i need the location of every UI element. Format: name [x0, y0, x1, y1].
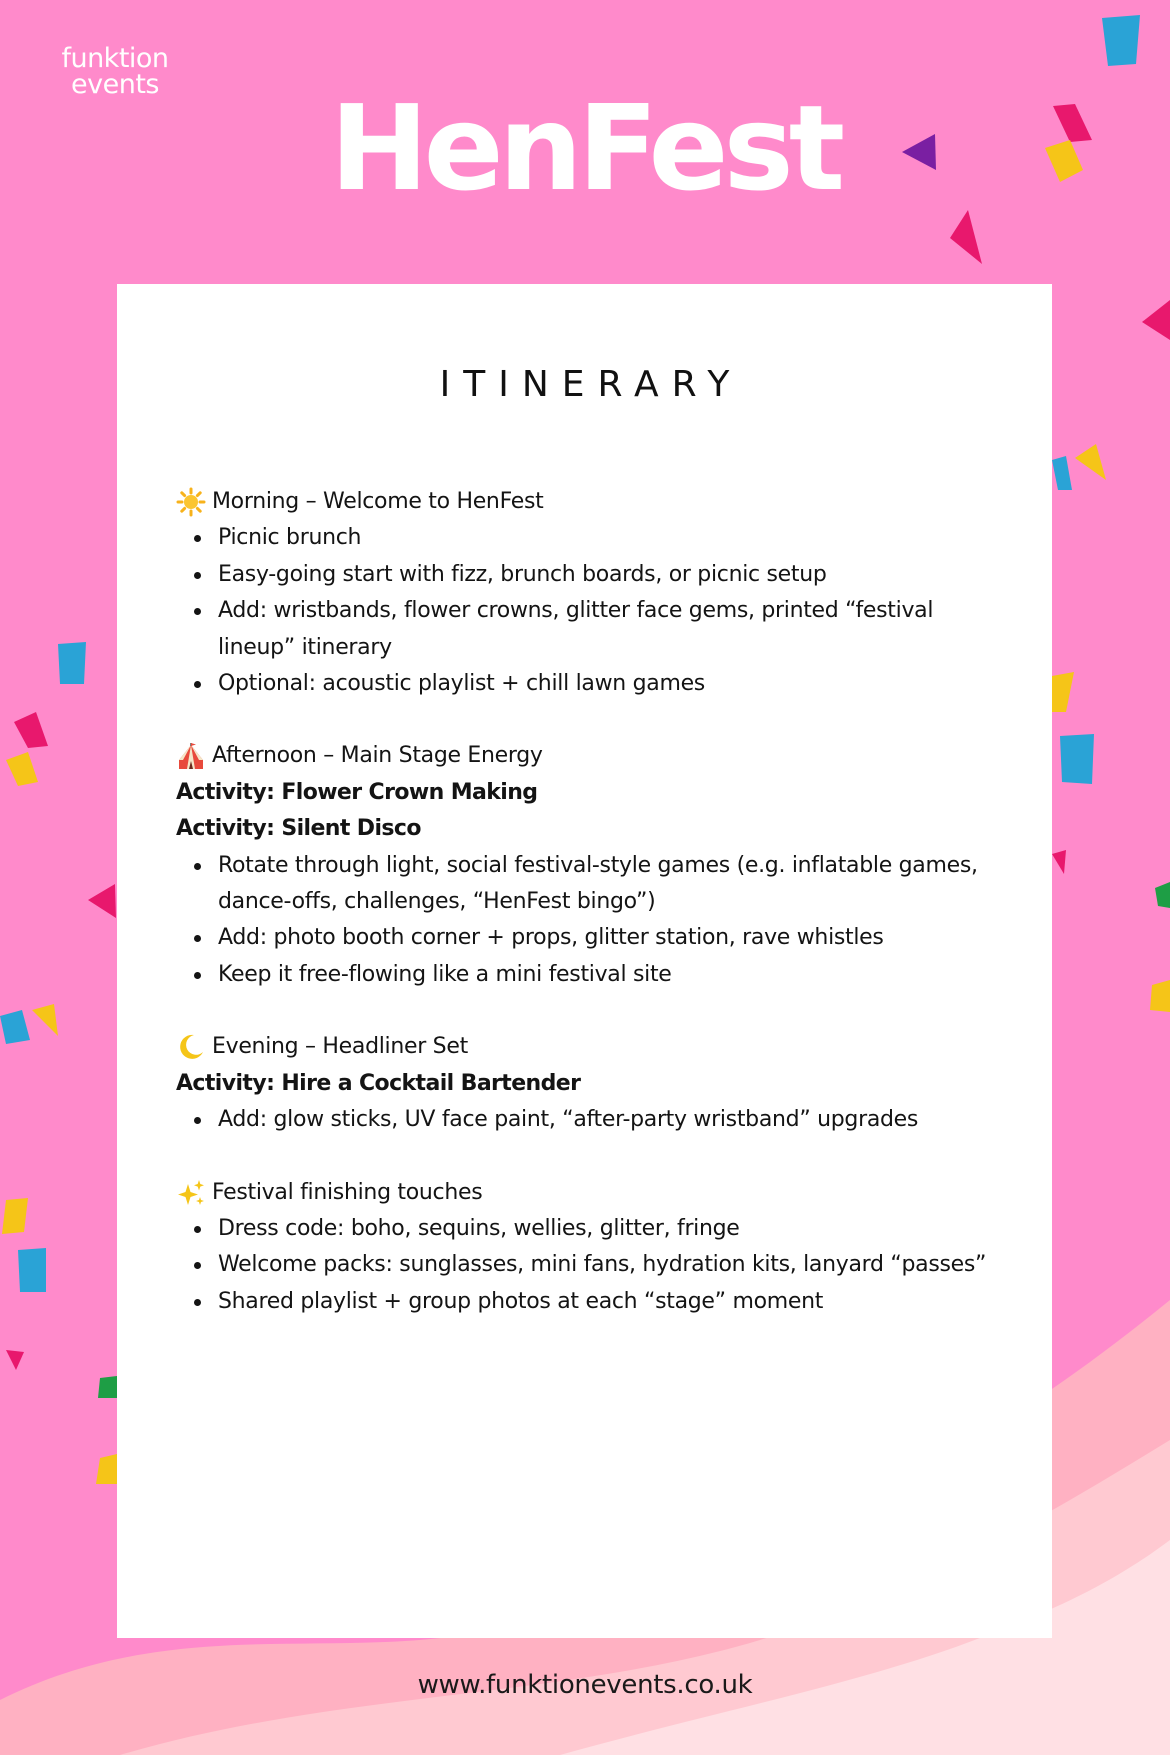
confetti-piece [1052, 672, 1074, 712]
confetti-piece [1102, 15, 1140, 66]
itinerary-section [176, 738, 996, 993]
section-title-text: Festival finishing touches [212, 1179, 483, 1205]
list-item: Rotate through light, social festival-style games (e.g. inflatable games, dance-offs, challenges, “HenFest bingo”) [176, 848, 996, 921]
confetti-piece [1155, 882, 1170, 908]
confetti-piece [32, 1004, 58, 1036]
crescent-moon-icon [176, 1032, 206, 1062]
confetti-piece [950, 210, 982, 264]
logo-line-2: events [71, 69, 159, 100]
confetti-piece [0, 1010, 30, 1044]
logo-line-1: funktion [61, 43, 169, 74]
section-title [176, 484, 996, 520]
confetti-piece [1060, 734, 1094, 784]
confetti-piece [14, 712, 48, 748]
confetti-piece [6, 752, 38, 786]
list-item: Easy-going start with fizz, brunch boards, or picnic setup [176, 557, 996, 593]
list-item: Dress code: boho, sequins, wellies, glitter, fringe [176, 1211, 996, 1247]
confetti-piece [1075, 444, 1106, 480]
itinerary-section [176, 484, 996, 702]
list-item: Welcome packs: sunglasses, mini fans, hydration kits, lanyard “passes” [176, 1247, 996, 1283]
confetti-piece [96, 1454, 117, 1484]
confetti-piece [6, 1350, 24, 1370]
confetti-piece [1150, 980, 1170, 1012]
list-item: Picnic brunch [176, 520, 996, 556]
confetti-piece [2, 1198, 28, 1234]
section-title-text: Evening – Headliner Set [212, 1034, 468, 1060]
bullet-list [176, 848, 996, 994]
list-item: Add: wristbands, flower crowns, glitter face gems, printed “festival lineup” itinerary [176, 593, 996, 666]
activity-label: Activity: Flower Crown Making [176, 779, 538, 805]
section-title [176, 1175, 996, 1211]
circus-tent-icon [176, 742, 206, 772]
bullet-list [176, 1211, 996, 1320]
activity-label: Activity: Hire a Cocktail Bartender [176, 1070, 581, 1096]
sun-icon [176, 487, 206, 517]
section-title [176, 738, 996, 774]
itinerary-content [176, 484, 996, 1356]
itinerary-section [176, 1175, 996, 1321]
list-item: Optional: acoustic playlist + chill lawn games [176, 666, 996, 702]
bullet-list [176, 1102, 996, 1138]
section-title-text: Afternoon – Main Stage Energy [212, 743, 543, 769]
list-item: Shared playlist + group photos at each “stage” moment [176, 1284, 996, 1320]
confetti-piece [1052, 850, 1066, 874]
confetti-piece [1052, 456, 1072, 490]
hero-title: HenFest [329, 79, 841, 217]
activity-label: Activity: Silent Disco [176, 816, 421, 842]
section-title [176, 1029, 996, 1065]
list-item: Add: photo booth corner + props, glitter station, rave whistles [176, 920, 996, 956]
list-item: Keep it free-flowing like a mini festival site [176, 957, 996, 993]
confetti-piece [18, 1248, 46, 1292]
confetti-piece [58, 642, 86, 684]
confetti-piece [98, 1376, 117, 1398]
website-link[interactable]: www.funktionevents.co.uk [417, 1670, 753, 1700]
confetti-piece [1142, 300, 1170, 340]
bullet-list [176, 520, 996, 702]
section-title-text: Morning – Welcome to HenFest [212, 489, 544, 514]
confetti-piece [88, 884, 116, 918]
itinerary-heading: ITINERARY [439, 364, 743, 405]
itinerary-card [117, 284, 1052, 1638]
sparkles-icon [176, 1178, 206, 1208]
list-item: Add: glow sticks, UV face paint, “after-party wristband” upgrades [176, 1102, 996, 1138]
itinerary-section [176, 1029, 996, 1138]
